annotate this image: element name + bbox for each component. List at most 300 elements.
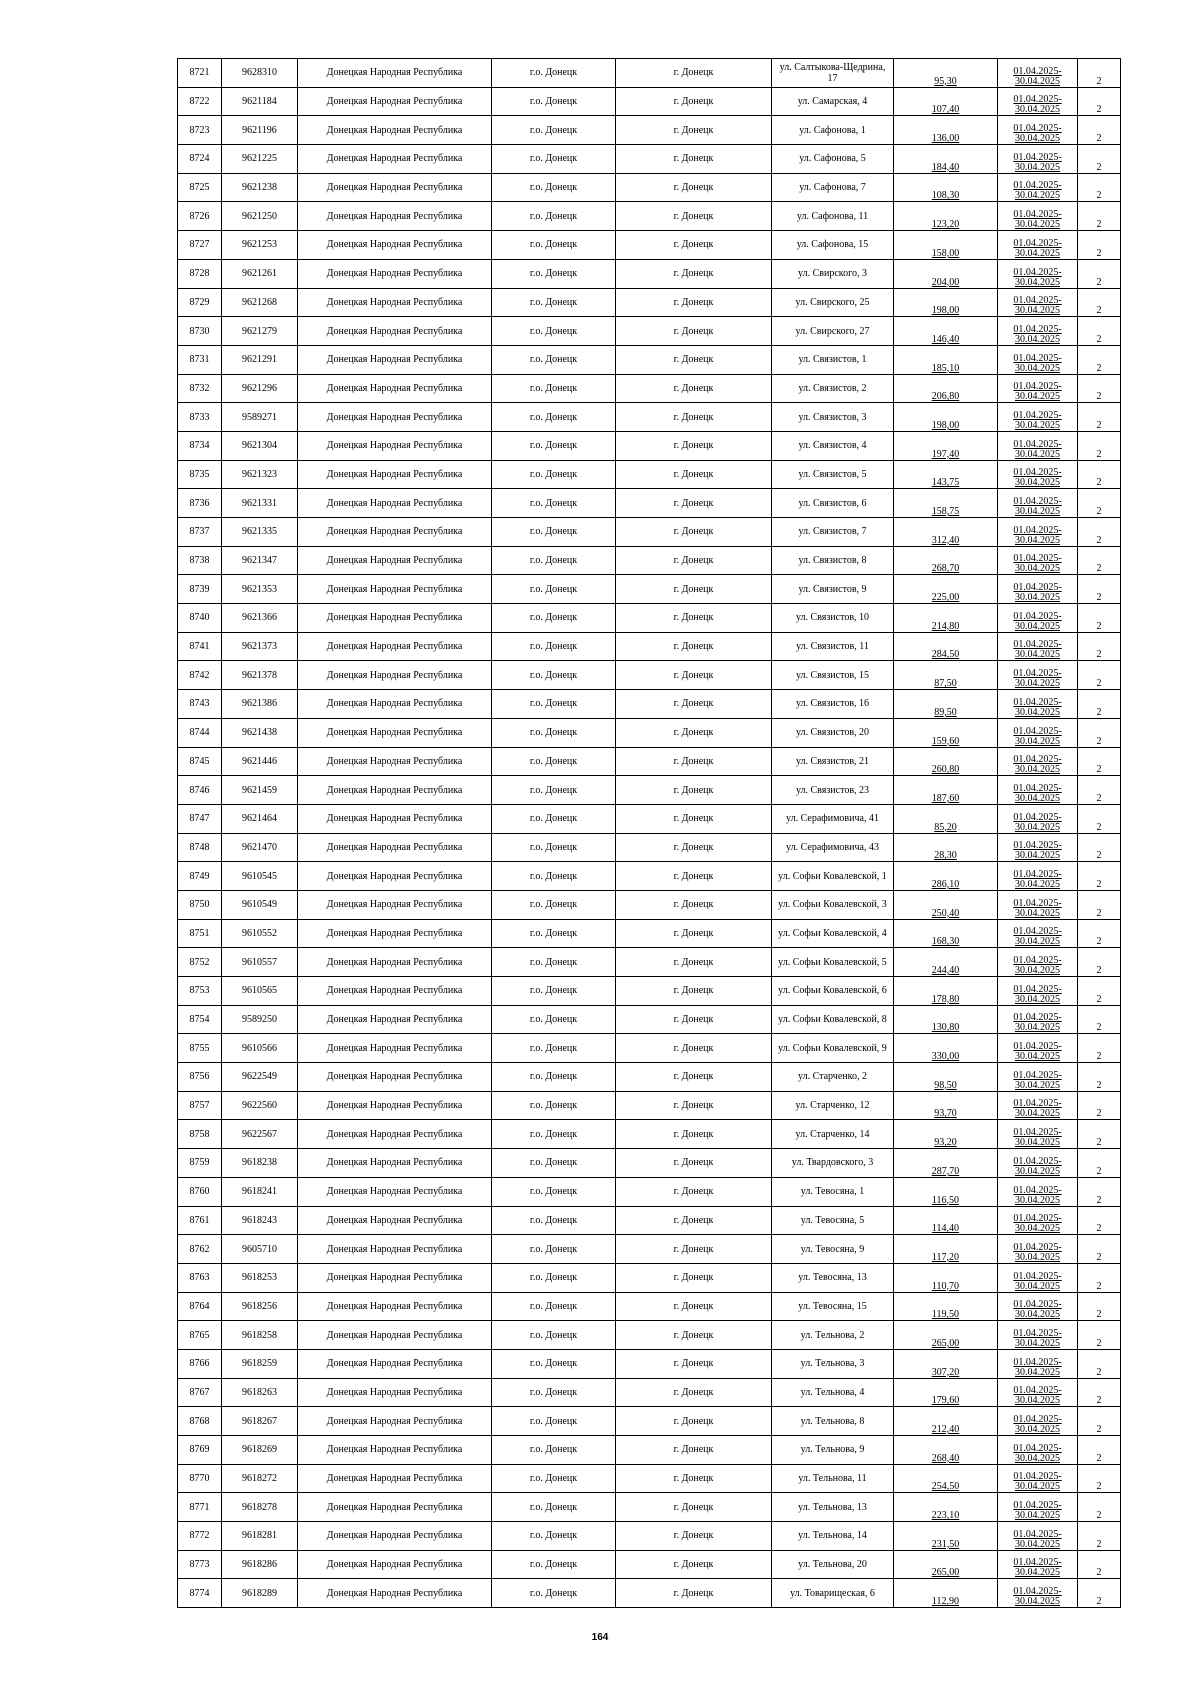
street-address-cell: ул. Тельнова, 13 <box>772 1493 894 1522</box>
row-number-cell: 8770 <box>178 1464 222 1493</box>
row-number-cell: 8759 <box>178 1149 222 1178</box>
region-cell: Донецкая Народная Республика <box>298 489 492 518</box>
object-id-cell: 9628310 <box>222 59 298 88</box>
area-value: 307,20 <box>931 1366 960 1378</box>
object-id-cell: 9621459 <box>222 776 298 805</box>
period-start: 01.04.2025- <box>1013 1270 1062 1282</box>
area-value: 184,40 <box>931 161 960 173</box>
region-cell: Донецкая Народная Республика <box>298 575 492 604</box>
period-cell <box>998 518 1078 547</box>
row-number-cell: 8735 <box>178 460 222 489</box>
city-cell: г. Донецк <box>616 890 772 919</box>
period-cell <box>998 1378 1078 1407</box>
count-cell: 2 <box>1078 173 1121 202</box>
area-cell <box>894 747 998 776</box>
district-cell: г.о. Донецк <box>492 833 616 862</box>
period-cell <box>998 403 1078 432</box>
period-end: 30.04.2025 <box>1015 1366 1060 1378</box>
area-value: 231,50 <box>931 1538 960 1550</box>
area-value: 168,30 <box>931 936 960 948</box>
table-row <box>178 1292 1121 1321</box>
period-cell <box>998 1407 1078 1436</box>
area-cell <box>894 1235 998 1264</box>
period-cell <box>998 776 1078 805</box>
object-id-cell: 9618286 <box>222 1550 298 1579</box>
period-cell <box>998 977 1078 1006</box>
region-cell: Донецкая Народная Республика <box>298 1436 492 1465</box>
period-end: 30.04.2025 <box>1015 678 1060 690</box>
district-cell: г.о. Донецк <box>492 1579 616 1608</box>
object-id-cell: 9621225 <box>222 145 298 174</box>
period-end: 30.04.2025 <box>1015 506 1060 517</box>
period-end: 30.04.2025 <box>1015 620 1060 632</box>
object-id-cell: 9618253 <box>222 1263 298 1292</box>
street-address-cell: ул. Тевосяна, 5 <box>772 1206 894 1235</box>
city-cell: г. Донецк <box>616 87 772 116</box>
object-id-cell: 9621331 <box>222 489 298 518</box>
table-row <box>178 231 1121 260</box>
period-cell <box>998 116 1078 145</box>
period-cell <box>998 59 1078 88</box>
region-cell: Донецкая Народная Республика <box>298 1378 492 1407</box>
row-number-cell: 8769 <box>178 1436 222 1465</box>
region-cell: Донецкая Народная Республика <box>298 1550 492 1579</box>
region-cell: Донецкая Народная Республика <box>298 747 492 776</box>
city-cell: г. Донецк <box>616 1292 772 1321</box>
area-value: 268,40 <box>931 1452 960 1464</box>
count-cell: 2 <box>1078 259 1121 288</box>
region-cell: Донецкая Народная Республика <box>298 317 492 346</box>
object-id-cell: 9621438 <box>222 718 298 747</box>
street-address-cell: ул. Тевосяна, 1 <box>772 1177 894 1206</box>
street-address-cell: ул. Софьи Ковалевской, 6 <box>772 977 894 1006</box>
count-cell: 2 <box>1078 403 1121 432</box>
table-body <box>178 59 1121 1608</box>
area-cell <box>894 862 998 891</box>
period-end: 30.04.2025 <box>1015 563 1060 575</box>
street-address-cell: ул. Связистов, 5 <box>772 460 894 489</box>
row-number-cell: 8739 <box>178 575 222 604</box>
period-cell <box>998 661 1078 690</box>
object-id-cell: 9610557 <box>222 948 298 977</box>
city-cell: г. Донецк <box>616 231 772 260</box>
period-cell <box>998 145 1078 174</box>
period-start: 01.04.2025- <box>1013 94 1062 106</box>
region-cell: Донецкая Народная Республика <box>298 1407 492 1436</box>
table-row <box>178 1177 1121 1206</box>
period-start: 01.04.2025- <box>1013 610 1062 622</box>
row-number-cell: 8728 <box>178 259 222 288</box>
area-value: 89,50 <box>934 706 957 718</box>
period-end: 30.04.2025 <box>1015 104 1060 116</box>
district-cell: г.о. Донецк <box>492 1149 616 1178</box>
district-cell: г.о. Донецк <box>492 317 616 346</box>
area-cell <box>894 1579 998 1608</box>
area-value: 158,75 <box>931 506 960 517</box>
table-row <box>178 173 1121 202</box>
object-id-cell: 9621238 <box>222 173 298 202</box>
count-cell: 2 <box>1078 87 1121 116</box>
area-value: 130,80 <box>931 1022 960 1034</box>
city-cell: г. Донецк <box>616 145 772 174</box>
period-end: 30.04.2025 <box>1015 1251 1060 1263</box>
area-value: 223,10 <box>931 1510 960 1522</box>
row-number-cell: 8745 <box>178 747 222 776</box>
street-address-cell: ул. Софьи Ковалевской, 9 <box>772 1034 894 1063</box>
period-start: 01.04.2025- <box>1013 123 1062 135</box>
area-cell <box>894 231 998 260</box>
page-number: 164 <box>591 1632 609 1643</box>
row-number-cell: 8763 <box>178 1263 222 1292</box>
area-value: 116,50 <box>931 1194 960 1206</box>
count-cell: 2 <box>1078 804 1121 833</box>
row-number-cell: 8736 <box>178 489 222 518</box>
period-start: 01.04.2025- <box>1013 1356 1062 1368</box>
city-cell: г. Донецк <box>616 1005 772 1034</box>
street-address-cell: ул. Связистов, 21 <box>772 747 894 776</box>
object-id-cell: 9621196 <box>222 116 298 145</box>
area-value: 112,90 <box>931 1596 960 1608</box>
object-id-cell: 9618263 <box>222 1378 298 1407</box>
count-cell: 2 <box>1078 374 1121 403</box>
street-address-cell: ул. Тевосяна, 15 <box>772 1292 894 1321</box>
city-cell: г. Донецк <box>616 1321 772 1350</box>
row-number-cell: 8764 <box>178 1292 222 1321</box>
city-cell: г. Донецк <box>616 661 772 690</box>
period-start: 01.04.2025- <box>1013 438 1062 450</box>
area-cell <box>894 431 998 460</box>
table-row <box>178 1206 1121 1235</box>
area-value: 159,60 <box>931 735 960 747</box>
row-number-cell: 8723 <box>178 116 222 145</box>
street-address-cell: ул. Связистов, 1 <box>772 345 894 374</box>
object-id-cell: 9610566 <box>222 1034 298 1063</box>
period-start: 01.04.2025- <box>1013 266 1062 278</box>
count-cell: 2 <box>1078 1349 1121 1378</box>
district-cell: г.о. Донецк <box>492 1005 616 1034</box>
area-value: 117,20 <box>931 1251 960 1263</box>
table-row <box>178 977 1121 1006</box>
area-cell <box>894 1436 998 1465</box>
street-address-cell: ул. Софьи Ковалевской, 5 <box>772 948 894 977</box>
table-row <box>178 1522 1121 1551</box>
area-cell <box>894 604 998 633</box>
period-cell <box>998 317 1078 346</box>
period-start: 01.04.2025- <box>1013 1414 1062 1425</box>
period-end: 30.04.2025 <box>1015 362 1060 374</box>
region-cell: Донецкая Народная Республика <box>298 1120 492 1149</box>
street-address-cell: ул. Старченко, 14 <box>772 1120 894 1149</box>
period-start: 01.04.2025- <box>1013 1241 1062 1253</box>
area-cell <box>894 546 998 575</box>
region-cell: Донецкая Народная Республика <box>298 1493 492 1522</box>
period-cell <box>998 948 1078 977</box>
period-end: 30.04.2025 <box>1015 477 1060 489</box>
count-cell: 2 <box>1078 977 1121 1006</box>
period-cell <box>998 431 1078 460</box>
area-cell <box>894 460 998 489</box>
district-cell: г.о. Донецк <box>492 1120 616 1149</box>
area-value: 197,40 <box>931 448 960 460</box>
table-row <box>178 546 1121 575</box>
table-row <box>178 317 1121 346</box>
district-cell: г.о. Донецк <box>492 718 616 747</box>
street-address-cell: ул. Тевосяна, 13 <box>772 1263 894 1292</box>
district-cell: г.о. Донецк <box>492 202 616 231</box>
period-start: 01.04.2025- <box>1013 1557 1062 1569</box>
table-row <box>178 489 1121 518</box>
period-cell <box>998 1177 1078 1206</box>
table-row <box>178 1149 1121 1178</box>
period-cell <box>998 231 1078 260</box>
row-number-cell: 8721 <box>178 59 222 88</box>
city-cell: г. Донецк <box>616 374 772 403</box>
period-start: 01.04.2025- <box>1013 754 1062 766</box>
period-start: 01.04.2025- <box>1013 725 1062 737</box>
city-cell: г. Донецк <box>616 632 772 661</box>
period-cell <box>998 690 1078 719</box>
period-end: 30.04.2025 <box>1015 419 1060 431</box>
row-number-cell: 8761 <box>178 1206 222 1235</box>
region-cell: Донецкая Народная Республика <box>298 862 492 891</box>
table-row <box>178 919 1121 948</box>
period-start: 01.04.2025- <box>1013 1442 1062 1454</box>
area-cell <box>894 1005 998 1034</box>
region-cell: Донецкая Народная Республика <box>298 804 492 833</box>
object-id-cell: 9621386 <box>222 690 298 719</box>
object-id-cell: 9621253 <box>222 231 298 260</box>
period-end: 30.04.2025 <box>1015 305 1060 317</box>
period-cell <box>998 1349 1078 1378</box>
street-address-cell: ул. Связистов, 4 <box>772 431 894 460</box>
table-row <box>178 259 1121 288</box>
region-cell: Донецкая Народная Республика <box>298 632 492 661</box>
period-end: 30.04.2025 <box>1015 276 1060 288</box>
city-cell: г. Донецк <box>616 460 772 489</box>
street-address-cell: ул. Сафонова, 1 <box>772 116 894 145</box>
region-cell: Донецкая Народная Республика <box>298 231 492 260</box>
row-number-cell: 8731 <box>178 345 222 374</box>
area-cell <box>894 518 998 547</box>
city-cell: г. Донецк <box>616 1177 772 1206</box>
count-cell: 2 <box>1078 1177 1121 1206</box>
period-end: 30.04.2025 <box>1015 878 1060 890</box>
area-value: 114,40 <box>931 1223 960 1235</box>
period-cell <box>998 1091 1078 1120</box>
table-row <box>178 890 1121 919</box>
area-value: 312,40 <box>931 534 960 546</box>
area-cell <box>894 1378 998 1407</box>
object-id-cell: 9618258 <box>222 1321 298 1350</box>
city-cell: г. Донецк <box>616 1407 772 1436</box>
period-end: 30.04.2025 <box>1015 1424 1060 1435</box>
period-end: 30.04.2025 <box>1015 247 1060 259</box>
table-row <box>178 1091 1121 1120</box>
period-start: 01.04.2025- <box>1013 955 1062 966</box>
period-end: 30.04.2025 <box>1015 1481 1060 1493</box>
count-cell: 2 <box>1078 862 1121 891</box>
object-id-cell: 9618259 <box>222 1349 298 1378</box>
row-number-cell: 8750 <box>178 890 222 919</box>
row-number-cell: 8737 <box>178 518 222 547</box>
table-row <box>178 1263 1121 1292</box>
period-start: 01.04.2025- <box>1013 323 1062 335</box>
district-cell: г.о. Донецк <box>492 59 616 88</box>
street-address-cell: ул. Связистов, 7 <box>772 518 894 547</box>
registry-table <box>177 58 1121 1608</box>
count-cell: 2 <box>1078 1321 1121 1350</box>
period-cell <box>998 1206 1078 1235</box>
period-start: 01.04.2025- <box>1013 467 1062 479</box>
area-value: 254,50 <box>931 1481 960 1493</box>
table-row <box>178 1321 1121 1350</box>
count-cell: 2 <box>1078 1034 1121 1063</box>
table-row <box>178 1550 1121 1579</box>
period-cell <box>998 919 1078 948</box>
row-number-cell: 8752 <box>178 948 222 977</box>
period-cell <box>998 1120 1078 1149</box>
count-cell: 2 <box>1078 1522 1121 1551</box>
area-cell <box>894 919 998 948</box>
period-cell <box>998 1522 1078 1551</box>
row-number-cell: 8748 <box>178 833 222 862</box>
area-cell <box>894 1493 998 1522</box>
region-cell: Донецкая Народная Республика <box>298 1005 492 1034</box>
area-cell <box>894 116 998 145</box>
district-cell: г.о. Донецк <box>492 1436 616 1465</box>
region-cell: Донецкая Народная Республика <box>298 431 492 460</box>
count-cell: 2 <box>1078 1263 1121 1292</box>
region-cell: Донецкая Народная Республика <box>298 718 492 747</box>
city-cell: г. Донецк <box>616 1034 772 1063</box>
row-number-cell: 8772 <box>178 1522 222 1551</box>
period-start: 01.04.2025- <box>1013 897 1062 909</box>
period-end: 30.04.2025 <box>1015 764 1060 776</box>
table-row <box>178 59 1121 88</box>
city-cell: г. Донецк <box>616 317 772 346</box>
period-start: 01.04.2025- <box>1013 668 1062 680</box>
period-start: 01.04.2025- <box>1013 639 1062 651</box>
object-id-cell: 9618241 <box>222 1177 298 1206</box>
area-value: 214,80 <box>931 620 960 632</box>
period-cell <box>998 1005 1078 1034</box>
period-start: 01.04.2025- <box>1013 553 1062 565</box>
period-cell <box>998 1063 1078 1092</box>
count-cell: 2 <box>1078 546 1121 575</box>
district-cell: г.о. Донецк <box>492 1034 616 1063</box>
area-cell <box>894 173 998 202</box>
row-number-cell: 8729 <box>178 288 222 317</box>
street-address-cell: ул. Твардовского, 3 <box>772 1149 894 1178</box>
period-end: 30.04.2025 <box>1015 993 1060 1005</box>
count-cell: 2 <box>1078 1091 1121 1120</box>
count-cell: 2 <box>1078 948 1121 977</box>
row-number-cell: 8774 <box>178 1579 222 1608</box>
period-cell <box>998 1550 1078 1579</box>
district-cell: г.о. Донецк <box>492 919 616 948</box>
area-value: 158,00 <box>931 247 960 259</box>
table-row <box>178 804 1121 833</box>
period-start: 01.04.2025- <box>1013 381 1062 393</box>
row-number-cell: 8733 <box>178 403 222 432</box>
period-start: 01.04.2025- <box>1013 696 1062 708</box>
district-cell: г.о. Донецк <box>492 632 616 661</box>
district-cell: г.о. Донецк <box>492 1550 616 1579</box>
period-cell <box>998 890 1078 919</box>
object-id-cell: 9589250 <box>222 1005 298 1034</box>
area-value: 260,80 <box>931 764 960 776</box>
street-address-cell: ул. Софьи Ковалевской, 3 <box>772 890 894 919</box>
street-address-cell: ул. Связистов, 23 <box>772 776 894 805</box>
row-number-cell: 8727 <box>178 231 222 260</box>
district-cell: г.о. Донецк <box>492 1407 616 1436</box>
street-address-cell: ул. Салтыкова-Щедрина, 17 <box>772 59 894 88</box>
region-cell: Донецкая Народная Республика <box>298 59 492 88</box>
area-cell <box>894 345 998 374</box>
object-id-cell: 9618243 <box>222 1206 298 1235</box>
area-value: 123,20 <box>931 219 960 231</box>
object-id-cell: 9621378 <box>222 661 298 690</box>
street-address-cell: ул. Связистов, 11 <box>772 632 894 661</box>
district-cell: г.о. Донецк <box>492 661 616 690</box>
period-start: 01.04.2025- <box>1013 65 1062 77</box>
period-cell <box>998 718 1078 747</box>
street-address-cell: ул. Связистов, 3 <box>772 403 894 432</box>
area-value: 146,40 <box>931 333 960 345</box>
area-cell <box>894 1149 998 1178</box>
table-row <box>178 862 1121 891</box>
region-cell: Донецкая Народная Республика <box>298 1349 492 1378</box>
city-cell: г. Донецк <box>616 575 772 604</box>
street-address-cell: ул. Связистов, 10 <box>772 604 894 633</box>
object-id-cell: 9610545 <box>222 862 298 891</box>
count-cell: 2 <box>1078 518 1121 547</box>
region-cell: Донецкая Народная Республика <box>298 1034 492 1063</box>
row-number-cell: 8732 <box>178 374 222 403</box>
area-value: 143,75 <box>931 477 960 489</box>
row-number-cell: 8773 <box>178 1550 222 1579</box>
object-id-cell: 9621261 <box>222 259 298 288</box>
count-cell: 2 <box>1078 116 1121 145</box>
city-cell: г. Донецк <box>616 919 772 948</box>
object-id-cell: 9621335 <box>222 518 298 547</box>
district-cell: г.о. Донецк <box>492 345 616 374</box>
region-cell: Донецкая Народная Республика <box>298 919 492 948</box>
table-row <box>178 747 1121 776</box>
period-start: 01.04.2025- <box>1013 582 1062 594</box>
district-cell: г.о. Донецк <box>492 575 616 604</box>
area-value: 93,20 <box>934 1137 957 1149</box>
street-address-cell: ул. Старченко, 2 <box>772 1063 894 1092</box>
period-cell <box>998 747 1078 776</box>
district-cell: г.о. Донецк <box>492 804 616 833</box>
count-cell: 2 <box>1078 890 1121 919</box>
table-row <box>178 374 1121 403</box>
period-cell <box>998 804 1078 833</box>
object-id-cell: 9621268 <box>222 288 298 317</box>
area-value: 187,60 <box>931 792 960 804</box>
street-address-cell: ул. Свирского, 3 <box>772 259 894 288</box>
period-end: 30.04.2025 <box>1015 1137 1060 1149</box>
period-end: 30.04.2025 <box>1015 1051 1060 1063</box>
district-cell: г.о. Донецк <box>492 862 616 891</box>
city-cell: г. Донецк <box>616 1063 772 1092</box>
object-id-cell: 9621279 <box>222 317 298 346</box>
district-cell: г.о. Донецк <box>492 977 616 1006</box>
region-cell: Донецкая Народная Республика <box>298 833 492 862</box>
area-cell <box>894 1034 998 1063</box>
street-address-cell: ул. Тельнова, 4 <box>772 1378 894 1407</box>
